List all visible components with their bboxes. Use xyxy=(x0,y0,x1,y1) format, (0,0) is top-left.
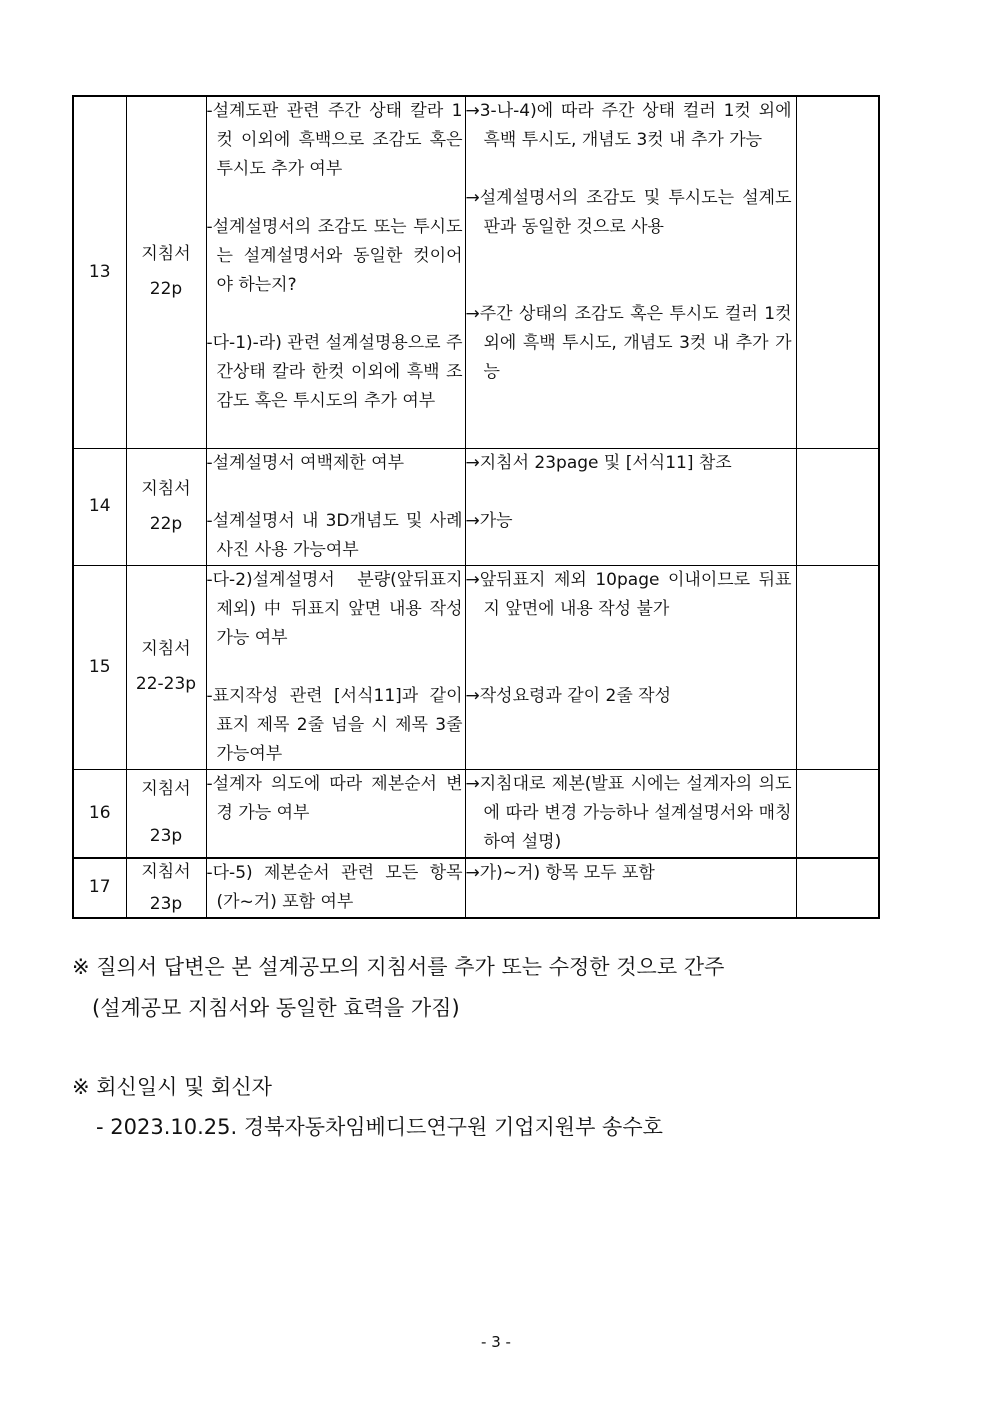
question-item: -다-1)-라) 관련 설계설명용으로 주간상태 칼라 한컷 이외에 흑백 조감도 혹은 투시도의 추가 여부 xyxy=(206,333,463,411)
answer-item: →가)~거) 항목 모두 포함 xyxy=(465,862,655,883)
answer-cell xyxy=(465,769,796,858)
answer-item: →주간 상태의 조감도 혹은 투시도 컬러 1컷 외에 흑백 투시도, 개념도 3컷 내 추가 가능 xyxy=(465,304,792,382)
answer-item: →3-나-4)에 따라 주간 상태 컬러 1컷 외에 흑백 투시도, 개념도 3컷 내 추가 가능 xyxy=(465,101,792,150)
note-reply-detail: - 2023.10.25. 경북자동차임베디드연구원 기업지원부 송수호 xyxy=(96,1115,663,1139)
remark-cell xyxy=(796,565,879,769)
question-item: -설계설명서 여백제한 여부 xyxy=(206,452,405,473)
remark-cell xyxy=(796,96,879,448)
answer-item: →가능 xyxy=(465,510,513,531)
table-row xyxy=(73,858,879,918)
answer-item: →작성요령과 같이 2줄 작성 xyxy=(465,685,671,706)
question-item: -다-5) 제본순서 관련 모든 항목 (가~거) 포함 여부 xyxy=(206,862,463,912)
qa-table xyxy=(72,95,880,919)
question-item: -설계자 의도에 따라 제본순서 변경 가능 여부 xyxy=(206,773,463,823)
table-row xyxy=(73,96,879,448)
source-cell xyxy=(126,565,206,769)
row-number: 15 xyxy=(73,565,126,769)
answer-item: →설계설명서의 조감도 및 투시도는 설계도판과 동일한 것으로 사용 xyxy=(465,188,792,237)
source-doc: 지침서 xyxy=(141,244,191,265)
question-item: -설계도판 관련 주간 상태 칼라 1컷 이외에 흑백으로 조감도 혹은 투시도 추가 여부 xyxy=(206,101,463,179)
source-page: 22p xyxy=(149,279,183,300)
row-number: 14 xyxy=(73,448,126,565)
source-doc: 지침서 xyxy=(141,478,191,499)
row-number: 16 xyxy=(73,769,126,858)
remark-cell xyxy=(796,769,879,858)
row-number: 17 xyxy=(73,858,126,918)
note-equivalence-detail: (설계공모 지침서와 동일한 효력을 가짐) xyxy=(92,996,460,1020)
page-number: - 3 - xyxy=(481,1333,511,1351)
answer-item: →지침서 23page 및 [서식11] 참조 xyxy=(465,452,732,473)
source-page: 22-23p xyxy=(135,674,197,694)
answer-item: →지침대로 제본(발표 시에는 설계자의 의도에 따라 변경 가능하나 설계설명서와 매칭하여 설명) xyxy=(465,773,792,852)
note-reply-title: ※ 회신일시 및 회신자 xyxy=(72,1075,272,1099)
question-cell xyxy=(206,769,465,858)
question-cell xyxy=(206,858,465,918)
source-page: 22p xyxy=(149,513,183,534)
question-item: -다-2)설계설명서 분량(앞뒤표지 제외) 中 뒤표지 앞면 내용 작성가능 여부 xyxy=(206,569,463,648)
source-page: 23p xyxy=(149,893,183,914)
row-number: 13 xyxy=(73,96,126,448)
table-row xyxy=(73,448,879,565)
question-cell xyxy=(206,96,465,448)
question-item: -설계설명서 내 3D개념도 및 사례사진 사용 가능여부 xyxy=(206,510,463,560)
source-doc: 지침서 xyxy=(141,639,191,659)
answer-cell xyxy=(465,448,796,565)
question-item: -표지작성 관련 [서식11]과 같이 표지 제목 2줄 넘을 시 제목 3줄 가능여부 xyxy=(206,685,463,764)
answer-cell xyxy=(465,565,796,769)
source-page: 23p xyxy=(149,826,183,846)
source-doc: 지침서 xyxy=(141,779,191,799)
answer-item: →앞뒤표지 제외 10page 이내이므로 뒤표지 앞면에 내용 작성 불가 xyxy=(465,569,792,619)
note-equivalence: ※ 질의서 답변은 본 설계공모의 지침서를 추가 또는 수정한 것으로 간주 xyxy=(72,955,725,979)
source-doc: 지침서 xyxy=(141,861,191,882)
source-cell xyxy=(126,448,206,565)
question-item: -설계설명서의 조감도 또는 투시도는 설계설명서와 동일한 컷이어야 하는지? xyxy=(206,217,463,295)
question-cell xyxy=(206,565,465,769)
remark-cell xyxy=(796,448,879,565)
answer-cell xyxy=(465,96,796,448)
question-cell xyxy=(206,448,465,565)
remark-cell xyxy=(796,858,879,918)
table-row xyxy=(73,769,879,858)
source-cell xyxy=(126,769,206,858)
source-cell xyxy=(126,96,206,448)
answer-cell xyxy=(465,858,796,918)
source-cell xyxy=(126,858,206,918)
table-row xyxy=(73,565,879,769)
